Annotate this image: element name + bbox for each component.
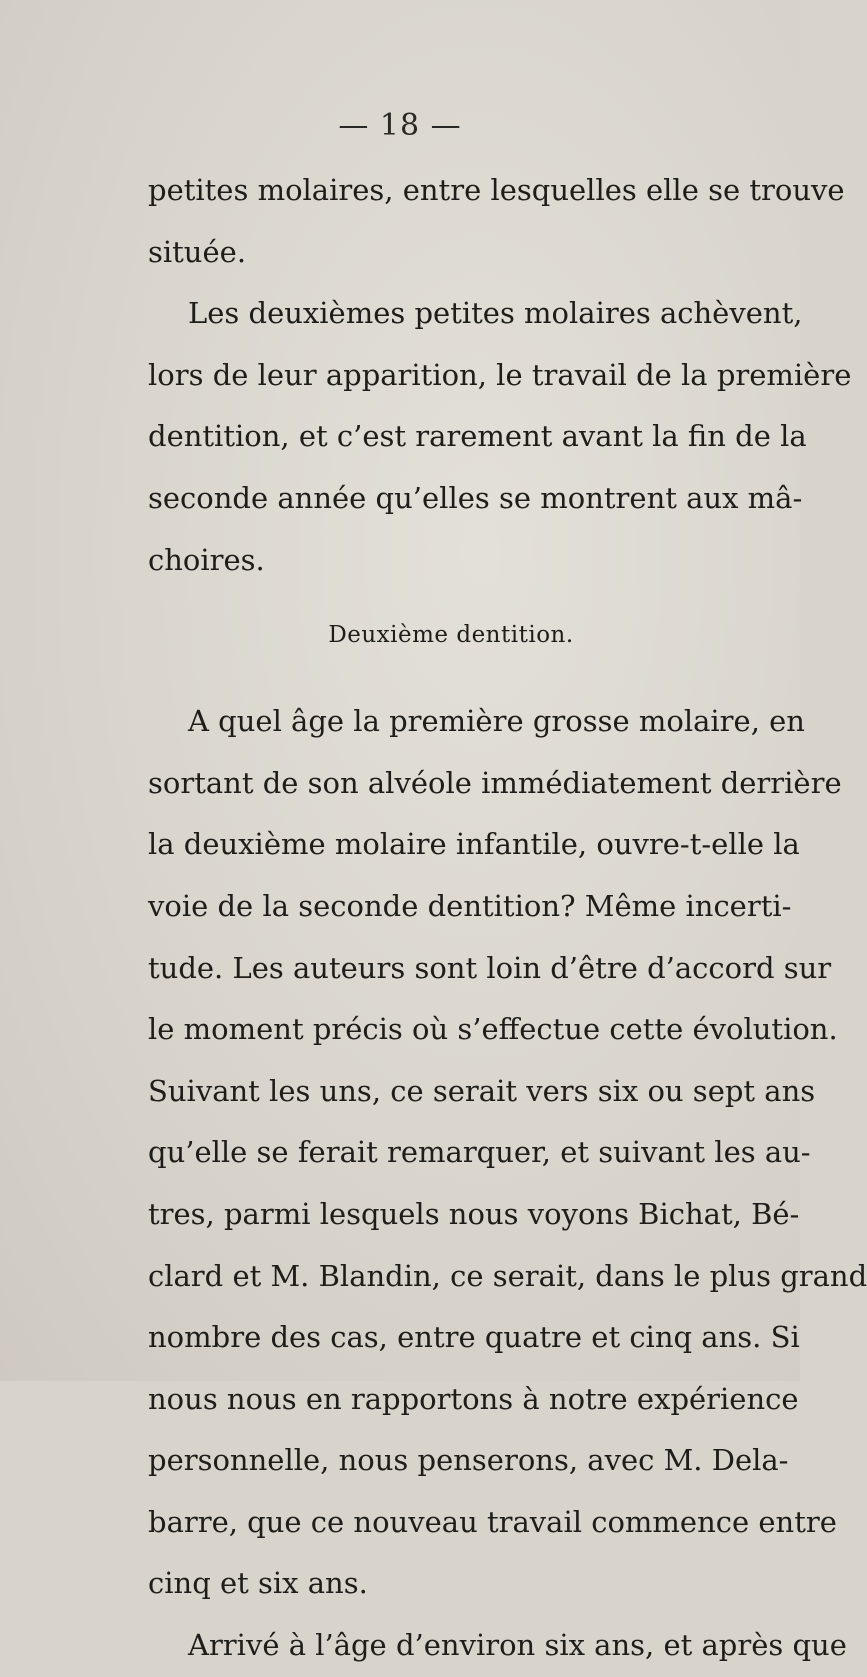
text-line: située. <box>148 234 247 269</box>
text-line: personnelle, nous penserons, avec M. Dela- <box>148 1443 789 1478</box>
text-line: la deuxième molaire infantile, ouvre-t-elle la <box>148 827 800 862</box>
text-line: barre, que ce nouveau travail commence entre <box>148 1504 837 1539</box>
text-line: choires. <box>148 542 265 577</box>
section-heading: Deuxième dentition. <box>328 622 574 649</box>
text-line: qu’elle se ferait remarquer, et suivant les au- <box>148 1135 811 1170</box>
text-line: nous nous en rapportons à notre expérience <box>148 1381 799 1416</box>
text-line: lors de leur apparition, le travail de la première <box>148 357 852 392</box>
text-line: dentition, et c’est rarement avant la fin de la <box>148 419 807 454</box>
text-line: seconde année qu’elles se montrent aux mâ- <box>148 480 803 515</box>
text-body <box>148 160 867 1677</box>
text-line: sortant de son alvéole immédiatement derrière <box>148 765 842 800</box>
text-line: Arrivé à l’âge d’environ six ans, et après que <box>188 1628 847 1663</box>
section-gap <box>148 679 784 691</box>
text-line: le moment précis où s’effectue cette évolution. <box>148 1012 838 1047</box>
text-line: voie de la seconde dentition? Même incerti- <box>148 888 792 923</box>
text-line: clard et M. Blandin, ce serait, dans le plus grand <box>148 1258 867 1293</box>
text-line: A quel âge la première grosse molaire, en <box>188 704 805 739</box>
text-line: Les deuxièmes petites molaires achèvent, <box>188 296 803 331</box>
text-line: tude. Les auteurs sont loin d’être d’accord sur <box>148 950 832 985</box>
page-number: — 18 — <box>338 108 462 143</box>
text-line: Suivant les uns, ce serait vers six ou sept ans <box>148 1073 816 1108</box>
text-line: tres, parmi lesquels nous voyons Bichat, Bé- <box>148 1196 800 1231</box>
text-line: petites molaires, entre lesquelles elle se trouve <box>148 173 845 207</box>
text-line: cinq et six ans. <box>148 1566 368 1601</box>
text-line: nombre des cas, entre quatre et cinq ans. Si <box>148 1320 800 1355</box>
